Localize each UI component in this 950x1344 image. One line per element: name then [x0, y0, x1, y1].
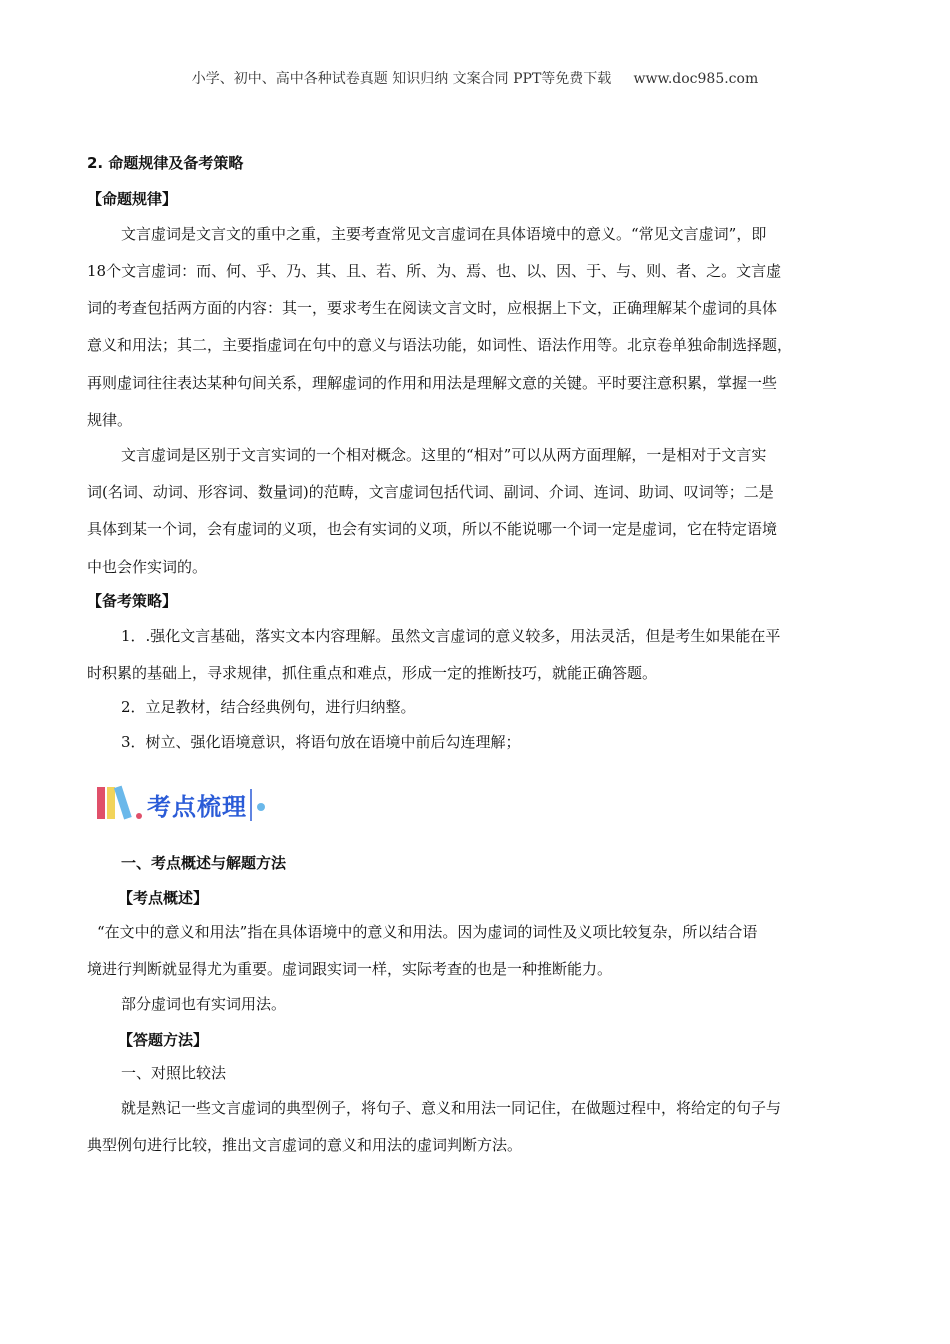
text-line: 文言虚词是区别于文言实词的一个相对概念。这里的“相对”可以从两方面理解，一是相对于文言实 [121, 446, 767, 464]
overview-heading: 【考点概述】 [118, 889, 209, 907]
page-header: 小学、初中、高中各种试卷真题 知识归纳 文案合同 PPT等免费下载 www.doc985.com [191, 71, 759, 87]
rules-heading: 【命题规律】 [87, 190, 178, 208]
text-line: 词的考查包括两方面的内容：其一，要求考生在阅读文言文时，应根据上下文，正确理解某个虚词的具体 [87, 299, 778, 317]
text-line: 词(名词、动词、形容词、数量词)的范畴，文言虚词包括代词、副词、介词、连词、助词、叹词等；二是 [87, 483, 774, 501]
section-title: 2. 命题规律及备考策略 [87, 154, 244, 172]
text-line: 规律。 [87, 411, 133, 429]
method-heading: 【答题方法】 [118, 1031, 209, 1049]
section-logo [95, 783, 275, 825]
text-line: 文言虚词是文言文的重中之重，主要考查常见文言虚词在具体语境中的意义。“常见文言虚词”，即 [121, 225, 767, 243]
logo-text: 考点梳理 [147, 793, 247, 821]
text-line: 境进行判断就显得尤为重要。虚词跟实词一样，实际考查的也是一种推断能力。 [87, 960, 613, 978]
text-line: 2．立足教材，结合经典例句，进行归纳整。 [121, 698, 416, 716]
text-line: 意义和用法；其二，主要指虚词在句中的意义与语法功能，如词性、语法作用等。北京卷单独命制选择题， [87, 336, 793, 354]
text-line: 时积累的基础上，寻求规律，抓住重点和难点，形成一定的推断技巧，就能正确答题。 [87, 664, 658, 682]
text-line: 部分虚词也有实词用法。 [121, 995, 287, 1013]
text-line: “在文中的意义和用法”指在具体语境中的意义和用法。因为虚词的词性及义项比较复杂，所以结合语 [97, 923, 758, 941]
text-line: 具体到某一个词，会有虚词的义项，也会有实词的义项，所以不能说哪一个词一定是虚词，它在特定语境 [87, 520, 778, 538]
part1-title: 一、考点概述与解题方法 [121, 854, 287, 872]
text-line: 18个文言虚词：而、何、乎、乃、其、且、若、所、为、焉、也、以、因、于、与、则、者、之。文言虚 [87, 262, 782, 280]
text-line: 典型例句进行比较，推出文言虚词的意义和用法的虚词判断方法。 [87, 1136, 523, 1154]
strategy-heading: 【备考策略】 [87, 592, 178, 610]
text-line: 1．.强化文言基础，落实文本内容理解。虽然文言虚词的意义较多，用法灵活，但是考生如果能在平 [121, 627, 781, 645]
text-line: 就是熟记一些文言虚词的典型例子，将句子、意义和用法一同记住，在做题过程中，将给定的句子与 [121, 1099, 782, 1117]
text-line: 再则虚词往往表达某种句间关系，理解虚词的作用和用法是理解文意的关键。平时要注意积累，掌握一些 [87, 374, 778, 392]
method-subtitle: 一、对照比较法 [121, 1064, 227, 1082]
text-line: 中也会作实词的。 [87, 558, 208, 576]
text-line: 3．树立、强化语境意识，将语句放在语境中前后勾连理解； [121, 733, 521, 751]
